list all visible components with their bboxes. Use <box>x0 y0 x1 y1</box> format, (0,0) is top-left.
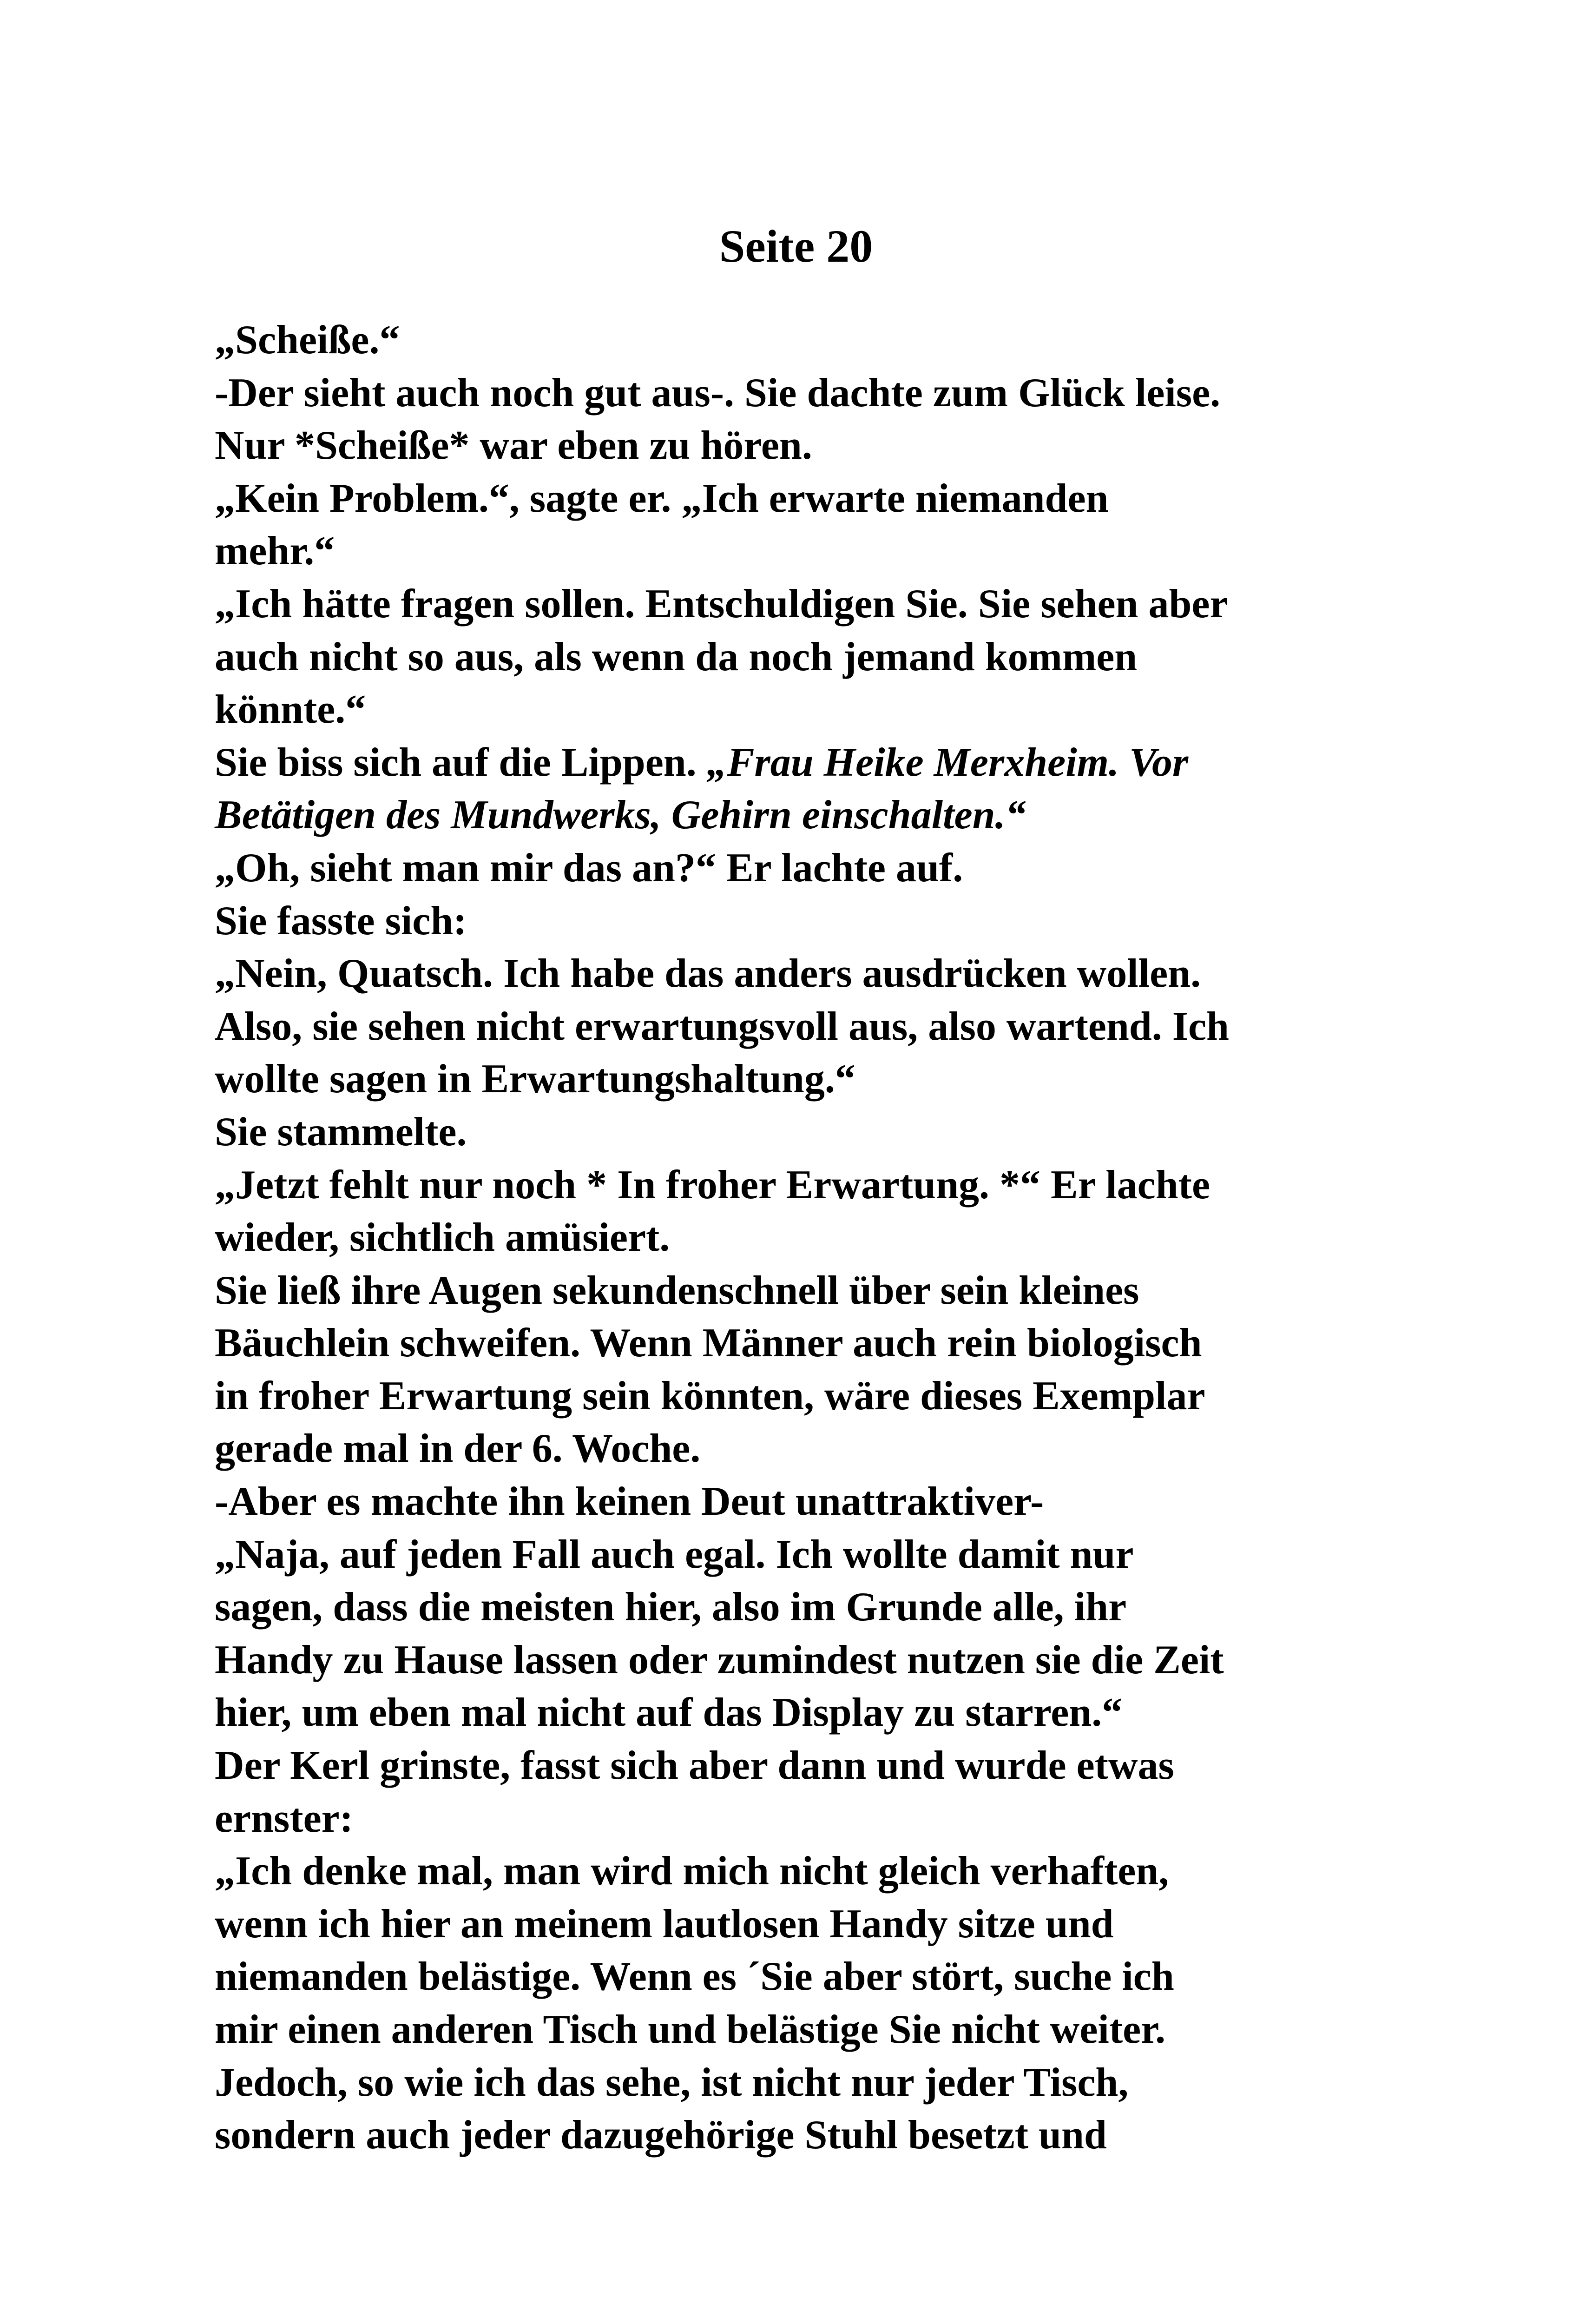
page-title: Seite 20 <box>719 220 873 272</box>
text-line: „Ich denke mal, man wird mich nicht gleich verhaften, <box>215 1849 1169 1894</box>
text-line: auch nicht so aus, als wenn da noch jemand kommen <box>215 634 1138 680</box>
text-line-italic: Betätigen des Mundwerks, Gehirn einschalten.“ <box>215 792 1026 838</box>
text-line: Handy zu Hause lassen oder zumindest nutzen sie die Zeit <box>215 1637 1224 1683</box>
text-line: Sie ließ ihre Augen sekundenschnell über sein kleines <box>215 1268 1139 1313</box>
text-line: wollte sagen in Erwartungshaltung.“ <box>215 1056 855 1102</box>
body-text <box>215 314 1395 2162</box>
text-line: Sie stammelte. <box>215 1109 467 1155</box>
text-line: gerade mal in der 6. Woche. <box>215 1426 701 1472</box>
text-line: mehr.“ <box>215 528 335 574</box>
text-line: Sie fasste sich: <box>215 898 467 944</box>
text-line: „Jetzt fehlt nur noch * In froher Erwartung. *“ Er lachte <box>215 1162 1210 1208</box>
text-line: könnte.“ <box>215 687 366 733</box>
text-line: „Oh, sieht man mir das an?“ Er lachte auf. <box>215 845 963 891</box>
text-line: „Scheiße.“ <box>215 317 400 363</box>
text-line: wenn ich hier an meinem lautlosen Handy sitze und <box>215 1901 1114 1947</box>
text-line-italic: „Frau Heike Merxheim. Vor <box>706 739 1189 785</box>
text-line: Bäuchlein schweifen. Wenn Männer auch rein biologisch <box>215 1320 1202 1366</box>
text-line: mir einen anderen Tisch und belästige Sie nicht weiter. <box>215 2007 1166 2052</box>
text-line: „Kein Problem.“, sagte er. „Ich erwarte niemanden <box>215 475 1109 521</box>
text-line <box>215 789 1395 842</box>
text-line: -Aber es machte ihn keinen Deut unattraktiver- <box>215 1479 1044 1525</box>
text-line: sondern auch jeder dazugehörige Stuhl besetzt und <box>215 2113 1107 2158</box>
text-line: -Der sieht auch noch gut aus-. Sie dachte zum Glück leise. <box>215 370 1221 416</box>
text-line: „Naja, auf jeden Fall auch egal. Ich wollte damit nur <box>215 1532 1134 1577</box>
text-line: „Nein, Quatsch. Ich habe das anders ausdrücken wollen. <box>215 951 1201 997</box>
text-line: hier, um eben mal nicht auf das Display zu starren.“ <box>215 1690 1123 1736</box>
text-line: Jedoch, so wie ich das sehe, ist nicht nur jeder Tisch, <box>215 2060 1129 2105</box>
text-line: ernster: <box>215 1796 354 1841</box>
text-line: niemanden belästige. Wenn es ´Sie aber stört, suche ich <box>215 1954 1174 2000</box>
text-line: sagen, dass die meisten hier, also im Grunde alle, ihr <box>215 1585 1127 1630</box>
text-line: Nur *Scheiße* war eben zu hören. <box>215 423 812 469</box>
text-line: wieder, sichtlich amüsiert. <box>215 1215 670 1261</box>
text-line: „Ich hätte fragen sollen. Entschuldigen Sie. Sie sehen aber <box>215 581 1228 627</box>
text-line-plain: Sie biss sich auf die Lippen. <box>215 739 707 785</box>
text-line: Also, sie sehen nicht erwartungsvoll aus, also wartend. Ich <box>215 1004 1229 1049</box>
text-line <box>215 736 1395 789</box>
text-line: in froher Erwartung sein könnten, wäre dieses Exemplar <box>215 1373 1205 1419</box>
text-line: Der Kerl grinste, fasst sich aber dann und wurde etwas <box>215 1743 1174 1789</box>
